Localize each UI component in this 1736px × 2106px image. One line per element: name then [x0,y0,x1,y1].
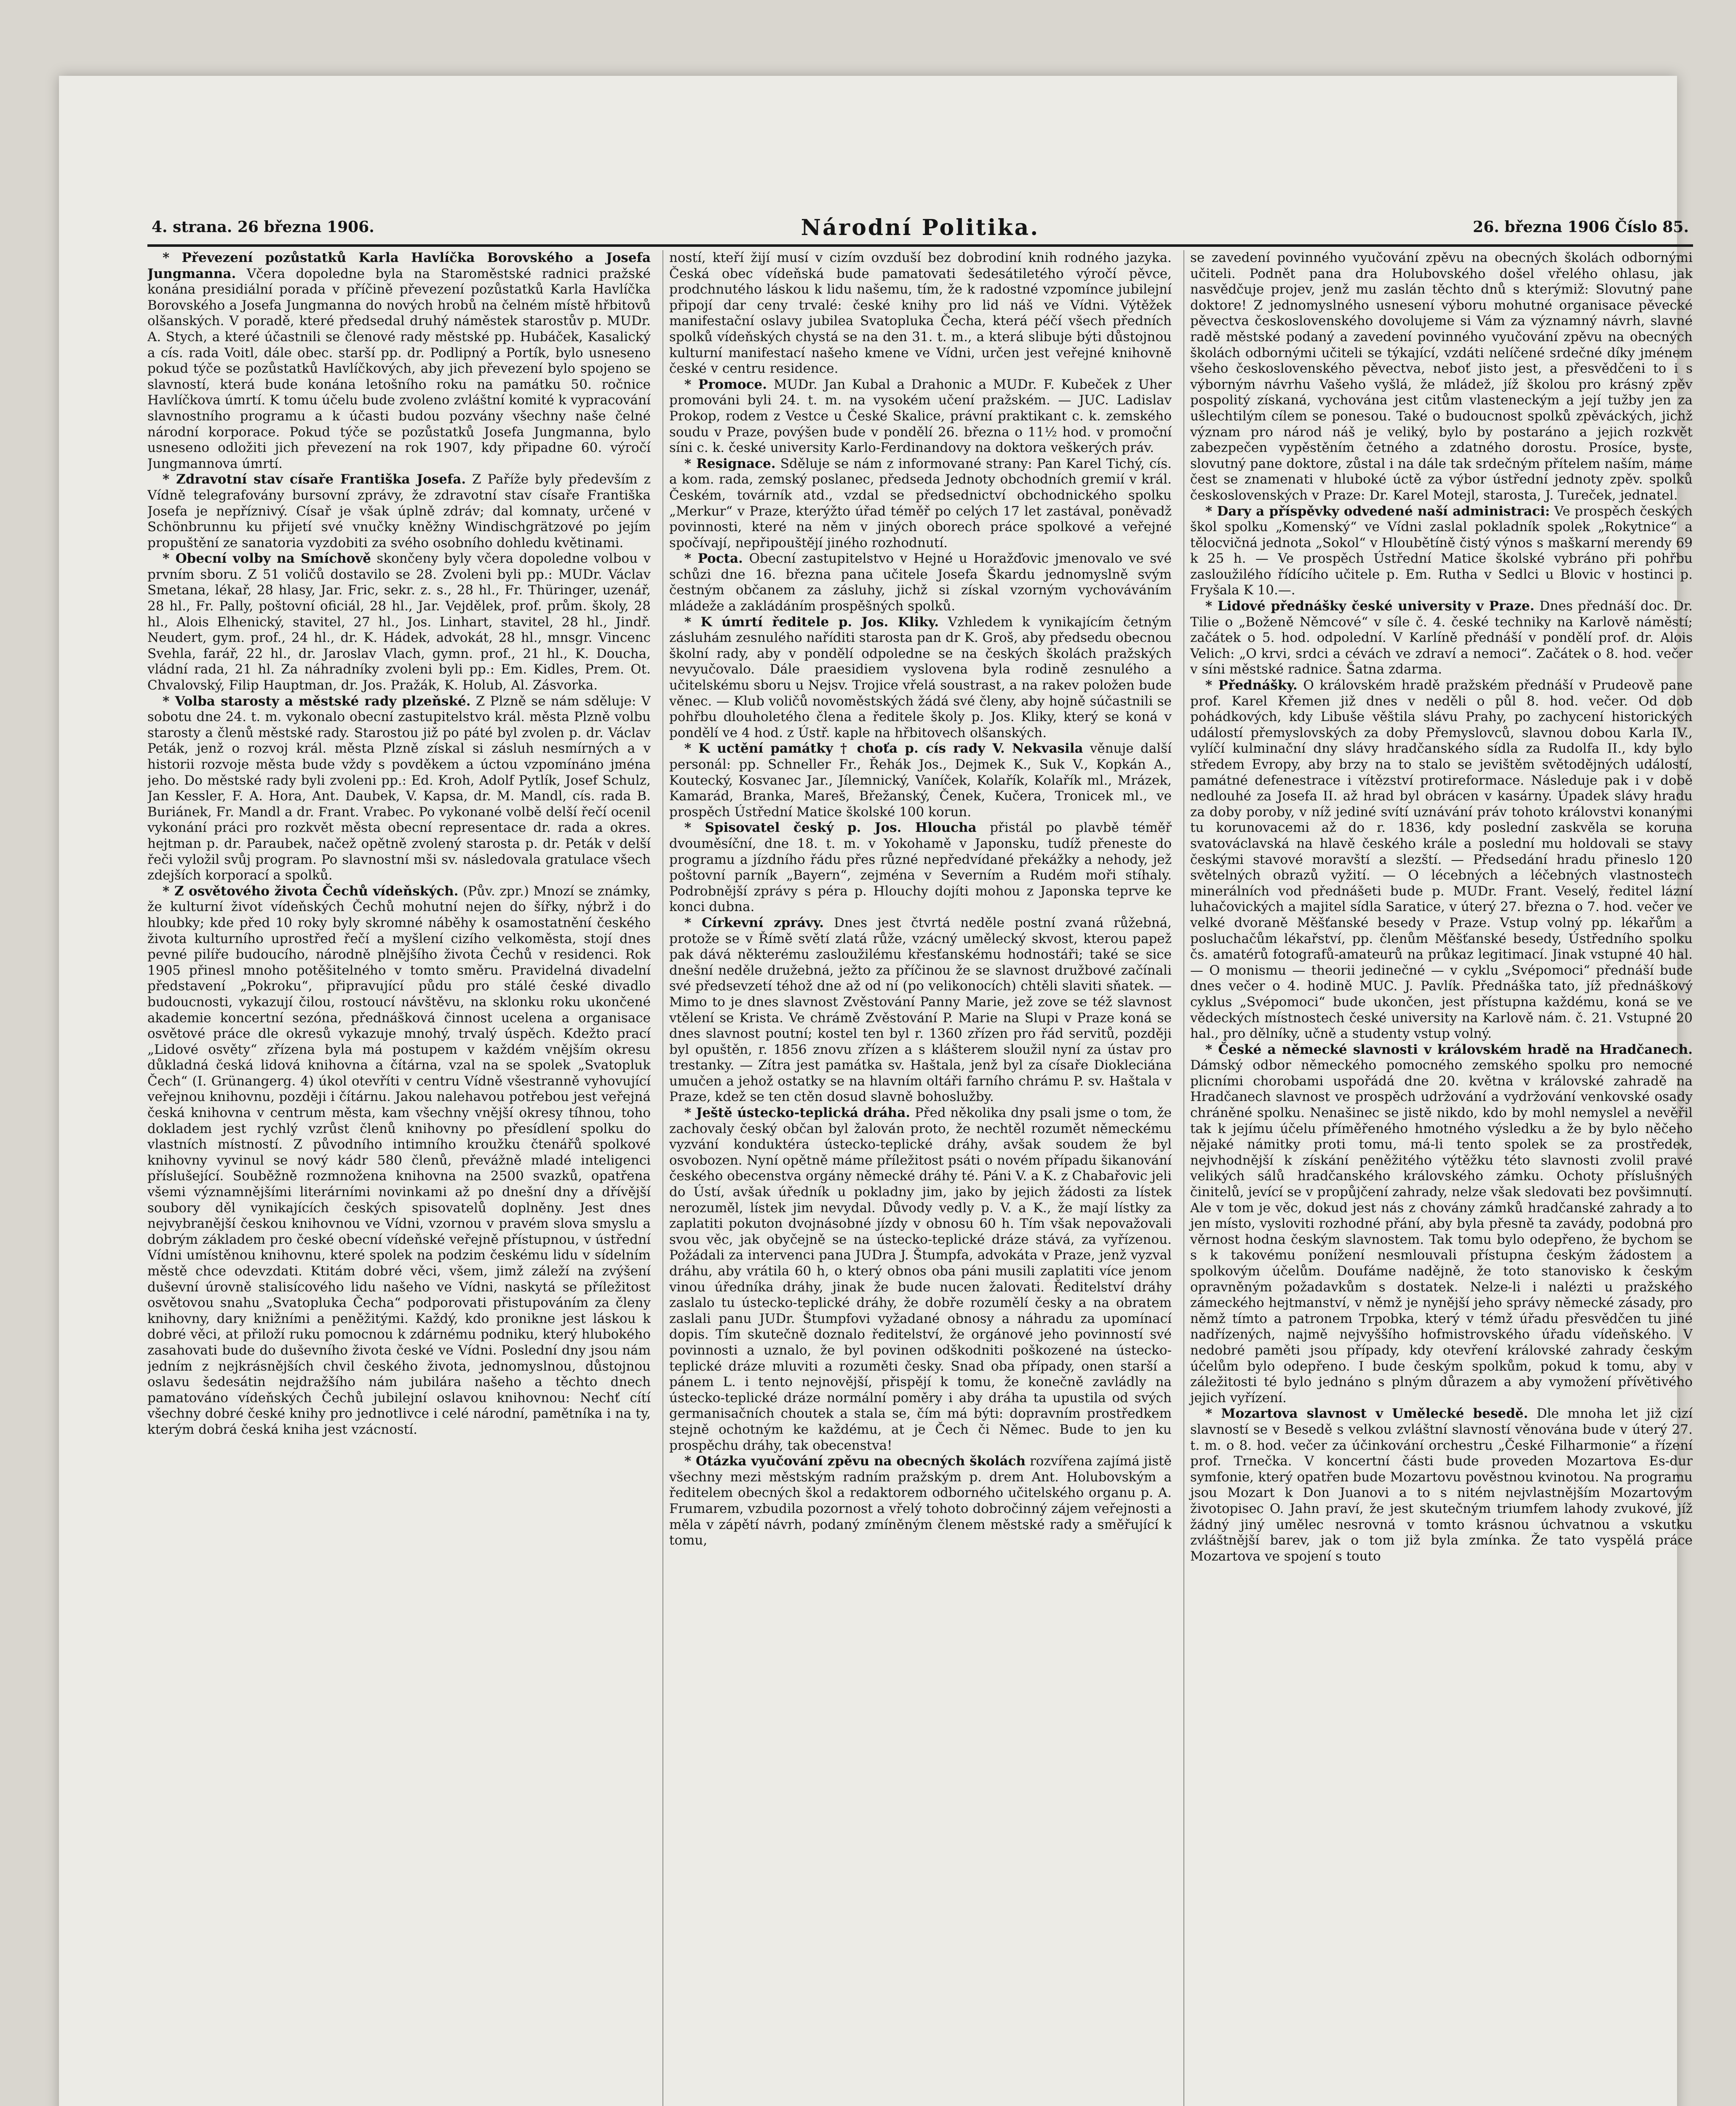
article-heading: * Ještě ústecko-teplická dráha. [684,1105,911,1121]
article-text: Ve prospěch českých škol spolku „Komenský“ ve Vídni zaslal pokladník spolek „Rokytnice“ a tělocvičná jednota „Sokol“ v Hloubětíně čistý výnos s maškarní merendy 69 k 25 h. — Ve prospěch Ústřední Matice školské vybráno při pohřbu zasloužilého řídícího učitele p. Em. Rutha v Sedlci u Blovic v hostinci p. Fryšala K 10.—. [1190,503,1693,598]
article-heading: * Pocta. [684,551,743,567]
article-paragraph [1190,250,1693,504]
article-paragraph [1190,1042,1693,1406]
article-paragraph [669,456,1172,551]
article-paragraph [1190,1406,1693,1564]
article-heading: * Církevní zprávy. [684,915,824,930]
article-heading: * K uctění památky † choťa p. cís rady V. Nekvasila [684,741,1083,756]
article-paragraph [669,250,1172,377]
article-text: Sděluje se nám z informované strany: Pan Karel Tichý, cís. a kom. rada, zemský poslanec, předseda Jednoty obchodních gremií v král. Českém, továrník atd., vzdal se předsednictví obchodnického spolku „Merkur“ v Praze, kterýžto úřad téměř po celých 17 let zastával, poněvadž povinnosti, které na něm v jiných oborech práce spolkové a veřejné spočívají, nepřipouštějí jiného rozhodnutí. [669,456,1172,551]
article-text: (Pův. zpr.) Mnozí se známky, že kulturní život vídeňských Čechů mohutní nejen do šířky, nýbrž i do hloubky; kde před 10 roky byly skromné náběhy k osamostatnění českého života kulturního uprostřed řečí a myšlení cizího velkoměsta, stojí dnes pevné pilíře budoucího, národně plnějšího života Čechů v residenci. Rok 1905 přinesl mnoho potěšitelného v tomto směru. Pravidelná divadelní představení „Pokroku“, připravující půdu pro stálé české divadlo budoucnosti, vykazují čilou, rostoucí návštěvu, na sklonku roku ukončené akademie koncertní sezóna, přednášková činnost ucelena a organisace osvětové práce dle okresů vykazuje mnohý, trvalý úspěch. Kdežto prací „Lidové osvěty“ zřízena byla má postupem v každém vnějším okresu důkladná česká lidová knihovna a čítárna, vzal na se spolek „Svatopluk Čech“ (I. Grünangerg. 4) úkol otevříti v centru Vídně všestranně vyhovující veřejnou knihovnu, později i čítárnu. Jakou nalehavou potřebou jest veřejná česká knihovna v centrum města, kam všechny vnější okresy tíhnou, toho dokladem jest rychlý vzrůst členů knihovny po přesídlení spolku do vlastních místností. Z původního intimního kroužku čtenářů spolkové knihovny vyvinul se nový kádr 580 členů, převážně mladé inteligenci příslušející. Souběžně rozmnožena knihovna na 2500 svazků, opatřena všemi významnějšími literárními novinkami až po dnešní dny a dřívější soubory děl vynikajících českých spisovatelů doplněny. Jest dnes nejvybranější českou knihovnou ve Vídni, vzornou v pravém slova smyslu a dobrým základem pro české obecní vídeňské veřejně přístupnou, v ústřední Vídni umístěnou knihovnu, které spolek na podzim českému lidu v sídelním městě chce odevzdati. Ktitám dobré věci, všem, jimž záleží na zvýšení duševní úrovně stalisícového lidu našeho ve Vídni, naskytá se příležitost osvětovou snahu „Svatopluka Čecha“ podporovati přistupováním za členy knihovny, dary knižními a peněžitými. Každý, kdo pronikne jest láskou k dobré věci, at přiloží ruku pomocnou k zdárnému podniku, který hlubokého zasahovati bude do duševního života české ve Vídni. Poslední dny jsou nám jedním z nejkrásnějších chvil českého života, jednomyslnou, důstojnou oslavu šedesátin nejdražšího nám jubilára našeho a těchto dnech pamatováno vídeňských Čechů jubilejní oslavou knihovnou: Nechť cítí všechny dobré české knihy pro jednotlivce i celé národní, pamětníka i na ty, kterým dobrá česká kniha jest vzácností. [147,883,651,1437]
article-paragraph [669,820,1172,915]
article-paragraph [147,551,651,693]
article-heading: * Obecní volby na Smíchově [163,551,371,567]
article-heading: * Z osvětového života Čechů vídeňských. [163,883,459,899]
article-heading: * Mozartova slavnost v Umělecké besedě. [1205,1406,1528,1422]
column-2 [662,250,1172,2106]
article-paragraph [1190,678,1693,1042]
article-text: Dámský odbor německého pomocného zemského spolku pro nemocné plicními chorobami uspořádá dne 20. května v královské zahradě na Hradčanech slavnost ve prospěch udržování a vydržování venkovské osady chráněné spolku. Nenašinec se jistě nikdo, kdo by mohl nemyslel a nevěřil tak k jejímu účelu příměřeného hmotného výsledku a že by bylo něčeho nějaké námitky proti tomu, má-li tento spolek se za prostředek, nejvhodnější k získání peněžitého výtěžku této slavnosti zvolil pravé velikých sálů hradčanského královského zámku. Ochoty příslušných činitelů, jevící se v propůjčení zahrady, nelze však sledovati bez povšimnutí. Ale v tom je věc, dokud jest nás z chovány zámků hradčanské zahrady a to jen místo, vysloviti rozhodné přání, aby byla přesně ta zavády, podobná pro věrnost hodna českým slavnostem. Tak tomu bylo odepřeno, že bychom se s k takovému ponížení nesmlouvali přístupna českým žádostem a spolkovým účelům. Doufáme nadějně, že toto stanovisko k českým opravněným požadavkům s dostatek. Nelze-li i nalézti u pražského zámeckého hejtmanství, v němž je nynější jeho správy německé zásady, pro němž tímto a patronem Trpobka, který v témž úřadu přesvědčen tu jiné nadřízených, najmě nejvyššího hofmistrovského úřadu vídeňského. V nedobré paměti jsou případy, kdy otevření královské zahrady českým účelům bylo odepřeno. I bude českým spolkům, pokud k tomu, aby v záležitosti té bylo jednáno s plným důrazem a aby vymožení přívětivého jejich vyřízení. [1190,1058,1693,1406]
article-text: se zavedení povinného vyučování zpěvu na obecných školách odbornými učiteli. Podnět pana dra Holubovského došel vřelého ohlasu, jak nasvědčuje projev, jenž mu zaslán těchto dnů s kterýmiž: Slovutný pane doktore! Z jednomyslného usnesení výboru mohutné organisace pěvecké pěvectva československého dovolujeme si Vám za významný návrh, slavné radě městské podaný a zavedení povinného vyučování zpěvu na obecných školách odbornými učiteli se týkající, vzdáti nelíčené srdečné díky jménem všeho československého pěvectva, neboť jisto jest, a přesvědčeni to i s výborným návrhu Vašeho vyšlá, že mládež, jíž školou pro krásný zpěv pospolitý získaná, vychována jest citům vlasteneckým a její tužby jen za ušlechtilým cílem se ponesou. Také o budoucnost spolků zpěváckých, jichž význam pro národ náš je veliký, bylo by postaráno a jejich rozkvět zabezpečen vypěstěním četného a zdatného dorostu. Prosíce, byste, slovutný pane doktore, zůstal i na dále tak srdečným přítelem naším, máme čest se znamenati v hluboké úctě za výbor ústřední jednoty zpěv. spolků československých v Praze: Dr. Karel Motejl, starosta, J. Tureček, jednatel. [1190,250,1693,503]
article-heading: * Převezení pozůstatků Karla Havlíčka Borovského a Josefa Jungmanna. [147,250,651,281]
article-paragraph [669,1105,1172,1454]
article-heading: * Resignace. [684,456,776,471]
article-text: věnuje další personál: pp. Schneller Fr., Řehák Jos., Dejmek K., Suk V., Kopkán A., Koutecký, Kosvanec Jar., Jílemnický, Vaníček, Kolařík, Kolařík ml., Mrázek, Kamarád, Branka, Mareš, Břežanský, Čenek, Kučera, Tronicek ml., ve prospěch Ústřední Matice školské 100 korun. [669,741,1172,820]
article-paragraph [147,472,651,551]
article-paragraph [147,250,651,472]
newspaper-sheet [59,76,1693,2106]
article-text: Před několika dny psali jsme o tom, že zachovaly český občan byl žalován proto, že nechtěl rozumět německému vyzvání konduktéra ústecko-teplické dráhy, avšak soudem že byl osvobozen. Nyní opětně máme příležitost psáti o novém případu šikanování českého obecenstva orgány německé dráhy té. Páni V. a K. z Chabařovic jeli do Ústí, avšak úředník u pokladny jim, jako by jejich žádosti za lístek nerozuměl, lístek jim nevydal. Důvody vedly p. V. a K., že mají lístky za zaplatiti pokuton dvojnásobné jízdy v obnosu 60 h. Tím však nepovažovali svou věc, jak obyčejně se na ústecko-teplické dráze stává, za vyřízenou. Požádali za intervenci pana JUDra J. Štumpfa, advokáta v Praze, jenž vyzval dráhu, aby vrátila 60 h, o který obnos oba páni musili zaplatiti více jenom vinou úředníka dráhy, jinak že bude nucen žalovati. Ředitelství dráhy zaslalo tu ústecko-teplické dráhy, že dobře rozumělí česky a na obratem zaslali panu JUDr. Štumpfovi vyžadané obnosy a náhradu za upomínací dopis. Tím skutečně doznalo ředitelství, že orgánové jeho povinností své povinnosti a uznalo, že byl povinen odškodniti poškozené na ústecko-teplické dráze mluviti a rozuměti česky. Snad oba případy, onen starší a pánem L. i tento nejnovější, přispějí k tomu, že konečně zavládly na ústecko-teplické dráze normální poměry i aby dráha ta upustila od svých germanisačních choutek a stala se, čím má býti: dopravním prostředkem stejně ochotným ke každému, at je Čech či Němec. Bude to jen ku prospěchu dráhy, tak obecenstva! [669,1105,1172,1453]
article-paragraph [147,884,651,1438]
article-paragraph [669,1454,1172,1549]
article-text: O královském hradě pražském přednáší v Prudeově pane prof. Karel Křemen již dnes v neděli o půl 8. hod. večer. Od dob pohádkových, kdy Libuše věštila slávu Prahy, po zachycení historických událostí přemyslovských za doby Přemyslovců, slavnou dobou Karla IV., vylíčí kulminační dny slávy hradčanského sídla za Rudolfa II., kdy bylo středem Evropy, aby brzy na to stalo se jevištěm světodějných událostí, památné defenestrace i vítězství protireformace. Následuje pak i v době nedlouhé za Josefa II. až hrad byl obrácen v kasárny. Úpadek slávy hradu za doby poroby, v níž jediné svítí uznávání práv tohoto královstvi konanými tu korunovacemi až do r. 1836, kdy poslední zaskvěla se koruna svatováclavská na hlavě českého krále a poslední mu holdovali se stavy českými stavové moravští a slezští. — Předsedání hradu přineslo 120 světelných obrazů vyžití. — O lécebných a léčebných vlastnostech minerálních vod přednášeti bude p. MUDr. Frant. Veselý, ředitel lázní luhačovických a majitel sídla Saratice, v úterý 27. března o 7. hod. večer ve velké dvoraně Měšťanské besedy v Praze. Vstup volný pp. lékařům a posluchačům lékařství, pp. členům Měšťanské besedy, Ústředního spolku čs. amatérů fotografů-amateurů na průkaz legitimací. Jinak vstupné 40 hal. — O monismu — theorii jedinečné — v cyklu „Svépomoci“ přednáší bude dnes večer o 4. hodině MUC. J. Pavlík. Přednáška tato, jíž přednáškový cyklus „Svépomoci“ bude ukončen, jest přístupna každému, koná se ve vědeckých místnostech české university na Karlově nám. č. 21. Vstupné 20 hal., pro dělníky, učně a studenty vstup volný. [1190,678,1693,1042]
article-heading: * Spisovatel český p. Jos. Hloucha [684,820,977,836]
article-heading: * Dary a příspěvky odvedené naší administraci: [1205,503,1550,519]
article-text: skončeny byly včera dopoledne volbou v prvním sboru. Z 51 voličů dostavilo se 28. Zvoleni byli pp.: MUDr. Václav Smetana, lékař, 28 hlasy, Jar. Fric, sekr. z. s., 28 hl., Fr. Thüringer, uzenář, 28 hl., Fr. Pally, poštovní oficiál, 28 hl., Jar. Vejdělek, prof. prům. školy, 28 hl., Alois Elhenický, stavitel, 27 hl., Jos. Linhart, stavitel, 28 hl., Jindř. Neudert, gym. prof., 24 hl., dr. K. Hádek, advokát, 28 hl., mnsgr. Vincenc Svehla, farář, 22 hl., dr. Jaroslav Vlach, gymn. prof., 21 hl., K. Doucha, vládní rada, 21 hl. Za náhradníky zvoleni byli pp.: Em. Kidles, Prem. Ot. Chvalovský, Filip Hauptman, dr. Jos. Pražák, K. Holub, Al. Zásvorka. [147,551,651,693]
newspaper-page [147,215,1693,2106]
article-heading: * Otázka vyučování zpěvu na obecných školách [684,1454,1026,1469]
article-paragraph [669,741,1172,820]
article-heading: * Lidové přednášky české university v Praze. [1205,599,1535,614]
article-columns [147,250,1693,2106]
article-paragraph [669,615,1172,741]
issue-date-number: 26. března 1906 Číslo 85. [1473,218,1689,236]
article-paragraph [669,377,1172,456]
article-heading: * Přednášky. [1205,678,1298,693]
article-text: Dle mnoha let již cizí slavností se v Besedě s velkou zvláštní slavností věnována bude v úterý 27. t. m. o 8. hod. večer za účinkování orchestru „České Filharmonie“ a řízení prof. Trnečka. V koncertní části bude proveden Mozartova Es-dur symfonie, který opatřen bude Mozartovu pověstnou kvinotou. Na programu jsou Mozart k Don Juanovi a to s nitém nejvlastnějším Mozartovým životopisec O. Jahn praví, že jest skutečným triumfem lahody zvukové, jíž žádný jiný umělec nesrovná v tomto krásnou úchvatnou a vskutku zvláštnější barev, jak o tom již byla zmínka. Že tato vyspělá práce Mozartova ve spojení s touto [1190,1406,1693,1564]
article-paragraph [1190,504,1693,599]
article-heading: * Volba starosty a městské rady plzeňské. [163,693,471,709]
article-paragraph [669,915,1172,1105]
article-text: Z Plzně se nám sděluje: V sobotu dne 24. t. m. vykonalo obecní zastupitelstvo král. města Plzně volbu starosty a členů městské rady. Starostou již po páté byl zvolen p. dr. Václav Peták, jenž o rozvoj král. města Plzně získal si zásluh nesmírných a v historii rozvoje města bude vždy s povděkem a úctou vzpomínáno jména jeho. Do městské rady byli zvoleni pp.: Ed. Kroh, Adolf Pytlík, Josef Schulz, Jan Kessler, F. A. Hora, Ant. Daubek, V. Kapsa, dr. M. Mandl, cís. rada B. Buriánek, Fr. Mandl a dr. Frant. Vrabec. Po vykonané volbě delší řečí ocenil vykonání práci pro rozkvět města obecní representace dr. rada a okres. hejtman p. dr. Paraubek, načež opětně zvolený starosta p. dr. Peták v delší řeči vyložil svůj program. Po slavnostní mši sv. následovala gratulace všech zdejších korporací a spolků. [147,693,651,883]
column-3 [1183,250,1693,2106]
article-paragraph [1190,599,1693,678]
article-text: Dnes přednáší doc. Dr. Tilie o „Boženě Němcové“ v síle č. 4. české techniky na Karlově náměstí; začátek o 5. hod. odpolední. V Karlíně přednáší v pondělí prof. dr. Alois Velich: „O krvi, srdci a cévách ve zdraví a nemoci“. Začátek o 8. hod. večer v síni městské radnice. Šatna zdarma. [1190,599,1693,677]
article-text: Z Paříže byly především z Vídně telegrafovány bursovní zprávy, že zdravotní stav císaře Františka Josefa je nepříznivý. Císař je však úplně zdráv; dal komnaty, určené v Schönbrunnu ku přijetí své vnučky kněžny Windischgrätzové po jejím propuštění ze sanatoria vyzdobiti za svého osobního dohledu květinami. [147,472,651,551]
newspaper-title: Národní Politika. [801,215,1040,241]
article-text: ností, kteří žijí musí v cizím ovzduší bez dobrodiní knih rodného jazyka. Česká obec vídeňská bude pamatovati šedesátiletého výročí pěvce, prodchnutého láskou k lidu našemu, tím, že k radostné vzpomínce jubilejní připojí dar ceny trvalé: české knihy pro lid náš ve Vídni. Výtěžek manifestační oslavy jubilea Svatopluka Čecha, která péčí všech předních spolků vídeňských chystá se na den 31. t. m., a která slibuje býti důstojnou kulturní manifestací našeho kmene ve Vídni, určen jest veřejné knihovně české v centru residence. [669,250,1172,377]
masthead [147,215,1693,247]
article-paragraph [147,694,651,884]
page-number-date: 4. strana. 26 března 1906. [152,218,374,236]
article-heading: * Promoce. [684,377,767,392]
article-text: Včera dopoledne byla na Staroměstské radnici pražské konána presidiální porada v příčině převezení pozůstatků Karla Havlíčka Borovského a Josefa Jungmanna do nových hrobů na čelném místě hřbitovů olšanských. V poradě, které předsedal druhý náměstek starostův p. MUDr. A. Stych, a které účastnili se členové rady městské pp. Hubáček, Kasalický a cís. rada Voitl, dále obec. starší pp. dr. Podlipný a Portík, bylo usneseno pokud týče se pozůstatků Havlíčkových, aby jich převezení bylo spojeno se slavností, která bude konána letošního roku na památku 50. ročnice Havlíčkova úmrtí. K tomu účelu bude zvoleno zvláštní komité k vypracování slavnostního programu a k účasti budou pozvány všechny naše čelné národní korporace. Pokud týče se pozůstatků Josefa Jungmanna, bylo usneseno odložiti jich převezení na rok 1907, kdy připadne 60. výročí Jungmannova úmrtí. [147,266,651,471]
column-1 [147,250,651,2106]
article-text: přistál po plavbě téměř dvouměsíční, dne 18. t. m. v Yokohamě v Japonsku, tudíž přeneste do programu a jízdního řádu přes různé nepředvídané překážky a nehody, jež poštovní parník „Bayern“, zejména v Severním a Rudém moři stíhaly. Podrobnější zprávy s péra p. Hlouchy dojíti mohou z Japonska teprve ke konci dubna. [669,820,1172,915]
article-text: Vzhledem k vynikajícím četným zásluhám zesnulého naříditi starosta pan dr K. Groš, aby předsedu obecnou školní rady, aby v pondělí odpoledne se na českých školách pražských nevyučovalo. Dále praesidiem vyslovena byla rodině zesnulého a učitelskému sboru u Nejsv. Trojice vřelá soustrast, a na rakev položen bude věnec. — Klub voličů novoměstských žádá své členy, aby hojně súčastnili se pohřbu dlouholetého člena a ředitele školy p. Jos. Kliky, který se koná v pondělí ve 4 hod. z Ústř. kaple na hřbitovech olšanských. [669,614,1172,740]
article-text: Obecní zastupitelstvo v Hejné u Horažďovic jmenovalo ve své schůzi dne 16. března pana učitele Josefa Škardu jednomyslně svým čestným občanem za zásluhy, jichž si získal vzorným vychováváním mládeže a zakládáním prospěšných spolků. [669,551,1172,614]
article-text: rozvířena zajímá jistě všechny mezi městským radním pražským p. drem Ant. Holubovským a ředitelem obecných škol a redaktorem odborného učitelského organu p. A. Frumarem, vzbudila pozornost a vřelý tohoto dobročinný zájem veřejnosti a měla v zápětí návrh, podaný zmíněným členem městské rady a směřující k tomu, [669,1454,1172,1548]
article-text: MUDr. Jan Kubal a Drahonic a MUDr. F. Kubeček z Uher promováni byli 24. t. m. na vysokém učení pražském. — JUC. Ladislav Prokop, rodem z Vestce u České Skalice, právní praktikant c. k. zemského soudu v Praze, povýšen bude v pondělí 26. března o 11½ hod. v promoční síni c. k. české university Karlo-Ferdinandovy na doktora veškerých práv. [669,377,1172,456]
article-paragraph [669,551,1172,614]
article-heading: * Zdravotní stav císaře Františka Josefa. [163,472,466,487]
article-text: Dnes jest čtvrtá neděle postní zvaná růžebná, protože se v Římě světí zlatá růže, vzácný umělecký skvost, kterou papež pak dává některému zasloužilému křesťanskému hodnostáři; také se sice dnešní neděle družebná, ježto za příčinou že se slavnost družbové začínali své předsevzetí téhož dne až od ní (po velikonocích) chtěli slaviti sňatek. — Mimo to je dnes slavnost Zvěstování Panny Marie, jež zove se též slavnost vtělení se Krista. Ve chrámě Zvěstování P. Marie na Slupi v Praze koná se dnes slavnost poutní; kostel ten byl r. 1360 zřízen pro řád servitů, později byl opuštěn, r. 1856 znovu zřízen a s klášterem sloužil nyní za ústav pro trestanky. — Zítra jest památka sv. Haštala, jenž byl za císaře Diokleciána umučen a jehož ostatky se na hlavním oltáři farního chrámu P. sv. Haštala v Praze, kdež se ten ctěn dosud slavně bohoslužby. [669,915,1172,1105]
article-heading: * K úmrtí ředitele p. Jos. Kliky. [684,614,939,630]
article-heading: * České a německé slavnosti v královském hradě na Hradčanech. [1205,1042,1693,1057]
